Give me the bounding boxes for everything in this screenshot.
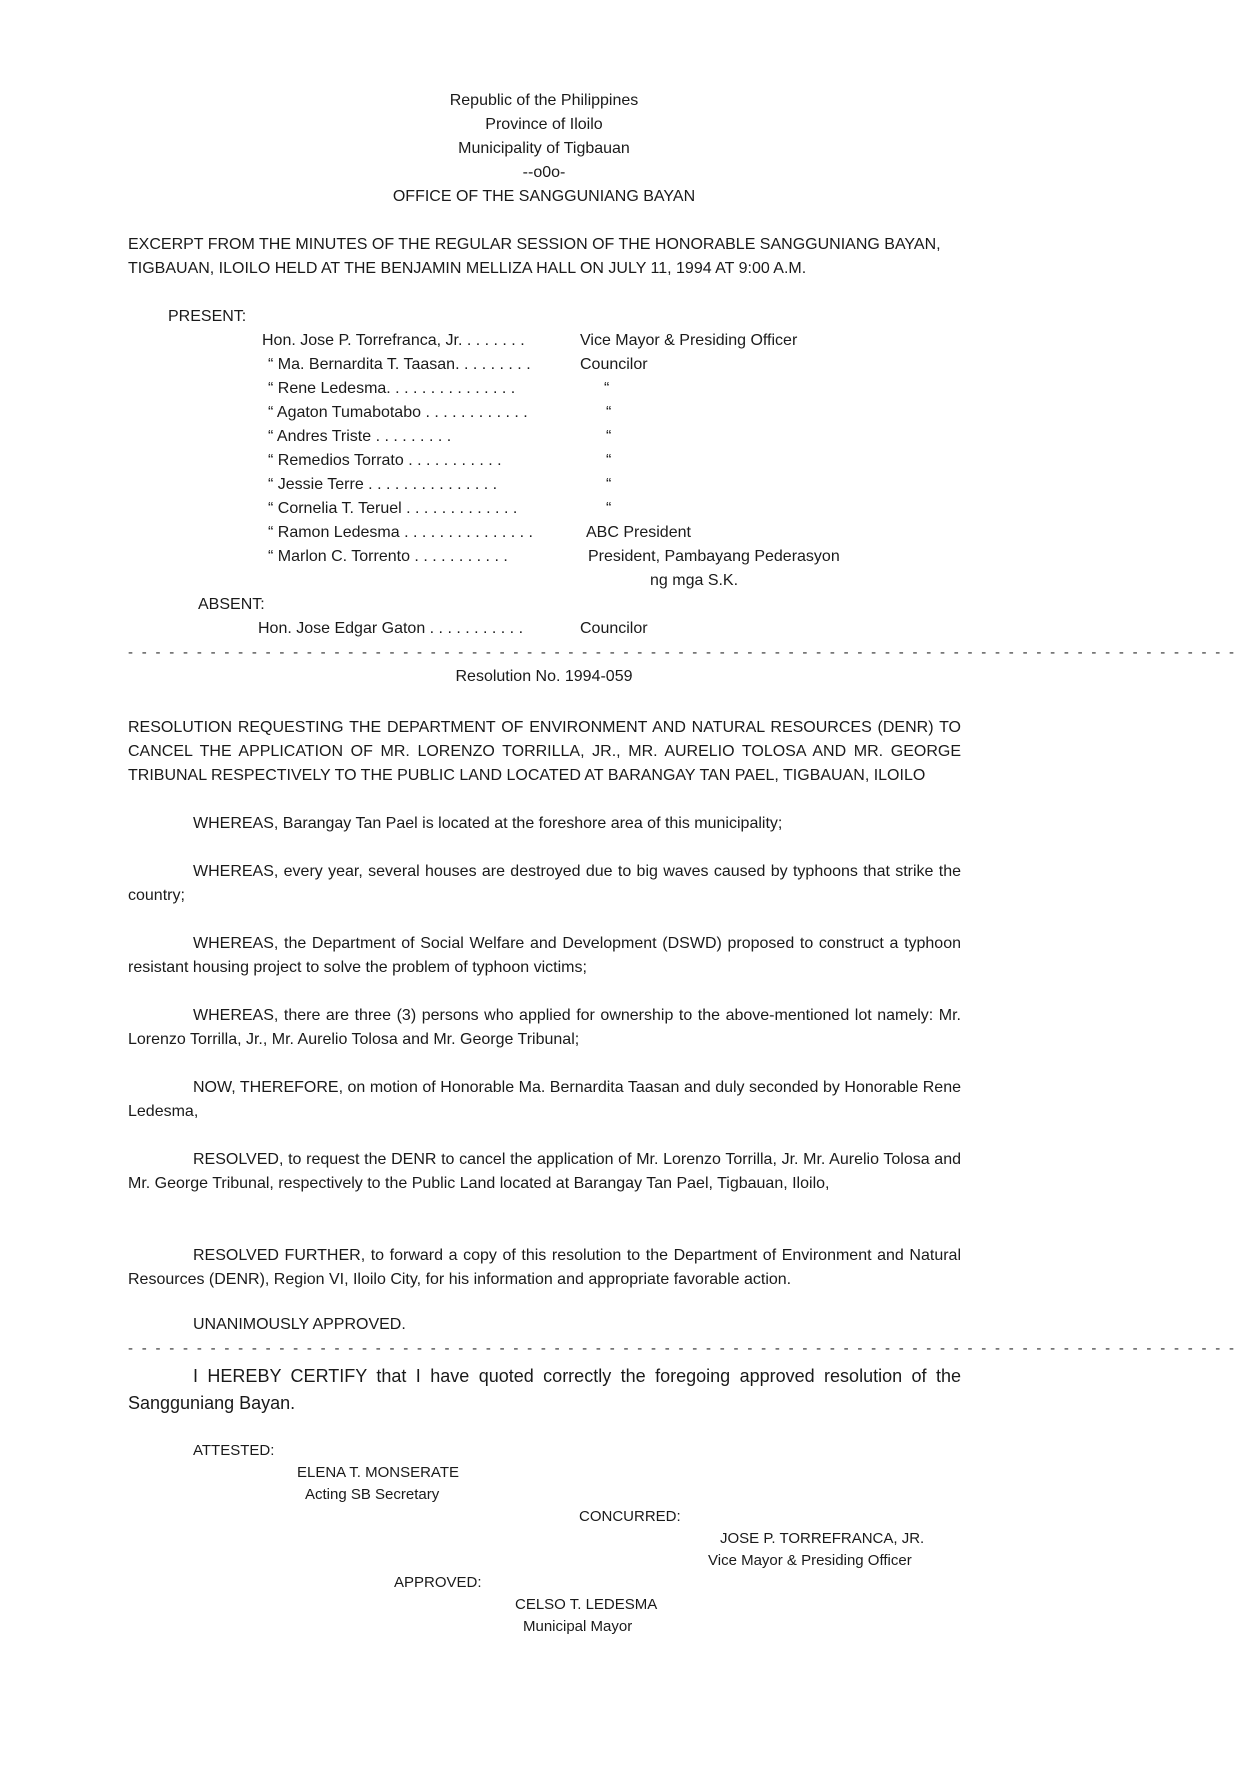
paragraph-text: WHEREAS, the Department of Social Welfare and Development (DSWD) proposed to construct a typhoon resistant housing project to solve the problem of typhoon victims; (128, 935, 961, 976)
header-republic: Republic of the Philippines (449, 92, 639, 109)
present-position: President, Pambayang Pederasyon (588, 548, 840, 565)
present-name: “ Agaton Tumabotabo . . . . . . . . . . . . (268, 404, 528, 421)
attested-name: ELENA T. MONSERATE (297, 1464, 459, 1481)
paragraph-text: RESOLVED FURTHER, to forward a copy of this resolution to the Department of Environment and Natural Resources (DENR), Region VI, Iloilo City, for his information and appropriate favorable action. (128, 1247, 961, 1288)
present-position: “ (606, 476, 612, 493)
present-name: “ Ramon Ledesma . . . . . . . . . . . . . . . (268, 524, 533, 541)
paragraph-text: NOW, THEREFORE, on motion of Honorable Ma. Bernardita Taasan and duly seconded by Honorable Rene Ledesma, (128, 1079, 961, 1120)
concurred-label: CONCURRED: (579, 1508, 681, 1525)
present-name: “ Marlon C. Torrento . . . . . . . . . . . (268, 548, 508, 565)
present-name: “ Ma. Bernardita T. Taasan. . . . . . . . . (268, 356, 531, 373)
paragraph-text: RESOLVED, to request the DENR to cancel the application of Mr. Lorenzo Torrilla, Jr. Mr. Aurelio Tolosa and Mr. George Tribunal, respectively to the Public Land located at Barangay Tan Pael, Tigbauan, Iloilo, (128, 1151, 961, 1192)
resolution-title: RESOLUTION REQUESTING THE DEPARTMENT OF ENVIRONMENT AND NATURAL RESOURCES (DENR) TO CANCEL THE APPLICATION OF MR. LORENZO TORRILLA, JR., MR. AURELIO TOLOSA AND MR. GEORGE TRIBUNAL RESPECTIVELY TO THE PUBLIC LAND LOCATED AT BARANGAY TAN PAEL, TIGBAUAN, ILOILO (128, 719, 961, 784)
present-position: ABC President (586, 524, 691, 541)
absent-label: ABSENT: (198, 596, 265, 613)
attested-title: Acting SB Secretary (305, 1486, 440, 1503)
absent-position: Councilor (580, 620, 648, 637)
present-position-continued: ng mga S.K. (650, 572, 739, 589)
whereas-paragraph-4 (128, 1004, 961, 1052)
excerpt-line-2: TIGBAUAN, ILOILO HELD AT THE BENJAMIN MELLIZA HALL ON JULY 11, 1994 AT 9:00 A.M. (128, 260, 807, 277)
now-therefore-paragraph (128, 1076, 961, 1124)
header-municipality: Municipality of Tigbauan (458, 140, 630, 157)
approved-title: Municipal Mayor (523, 1618, 633, 1635)
excerpt-line-1: EXCERPT FROM THE MINUTES OF THE REGULAR SESSION OF THE HONORABLE SANGGUNIANG BAYAN, (128, 236, 941, 253)
whereas-paragraph-1 (128, 812, 961, 836)
present-position: “ (606, 404, 612, 421)
present-position: Vice Mayor & Presiding Officer (580, 332, 798, 349)
present-name: Hon. Jose P. Torrefranca, Jr. . . . . . . . (262, 332, 525, 349)
present-position: “ (604, 380, 610, 397)
present-position: “ (606, 452, 612, 469)
concurred-name: JOSE P. TORREFRANCA, JR. (720, 1530, 925, 1547)
present-name: “ Remedios Torrato . . . . . . . . . . . (268, 452, 502, 469)
separator-line: - - - - - - - - - - - - - - - - - - - - - - - - - - - - - - - - - - - - - - - - - - - - - - - - - - - - - - - - - - - - - - - - - - - - - - - - - - - - - - - - - (128, 1340, 1236, 1357)
present-name: “ Andres Triste . . . . . . . . . (268, 428, 452, 445)
approval-statement: UNANIMOUSLY APPROVED. (193, 1316, 406, 1333)
absent-name: Hon. Jose Edgar Gaton . . . . . . . . . . . (258, 620, 524, 637)
present-label: PRESENT: (168, 308, 247, 325)
concurred-title: Vice Mayor & Presiding Officer (708, 1552, 912, 1569)
approved-label: APPROVED: (394, 1574, 482, 1591)
resolved-paragraph (128, 1148, 961, 1196)
attested-label: ATTESTED: (193, 1442, 275, 1459)
resolution-number: Resolution No. 1994-059 (455, 668, 633, 685)
present-position: “ (606, 500, 612, 517)
whereas-paragraph-3 (128, 932, 961, 980)
certification-paragraph (128, 1363, 961, 1417)
paragraph-text: I HEREBY CERTIFY that I have quoted correctly the foregoing approved resolution of the Sangguniang Bayan. (128, 1366, 961, 1413)
approved-name: CELSO T. LEDESMA (515, 1596, 658, 1613)
paragraph-text: WHEREAS, Barangay Tan Pael is located at the foreshore area of this municipality; (193, 815, 783, 832)
present-position: Councilor (580, 356, 648, 373)
header-office: OFFICE OF THE SANGGUNIANG BAYAN (392, 188, 696, 205)
paragraph-text: WHEREAS, every year, several houses are destroyed due to big waves caused by typhoons that strike the country; (128, 863, 961, 904)
header-province: Province of Iloilo (485, 116, 603, 133)
separator-line: - - - - - - - - - - - - - - - - - - - - - - - - - - - - - - - - - - - - - - - - - - - - - - - - - - - - - - - - - - - - - - - - - - - - - - - - - - - - - - - - - (128, 644, 1236, 661)
header-ornament: --o0o- (522, 164, 566, 181)
present-position: “ (606, 428, 612, 445)
present-name: “ Jessie Terre . . . . . . . . . . . . . . . (268, 476, 498, 493)
paragraph-text: WHEREAS, there are three (3) persons who applied for ownership to the above-mentioned lot namely: Mr. Lorenzo Torrilla, Jr., Mr. Aurelio Tolosa and Mr. George Tribunal; (128, 1007, 961, 1048)
present-name: “ Cornelia T. Teruel . . . . . . . . . . . . . (268, 500, 518, 517)
resolved-further-paragraph (128, 1244, 961, 1292)
present-name: “ Rene Ledesma. . . . . . . . . . . . . . . (268, 380, 516, 397)
whereas-paragraph-2 (128, 860, 961, 908)
